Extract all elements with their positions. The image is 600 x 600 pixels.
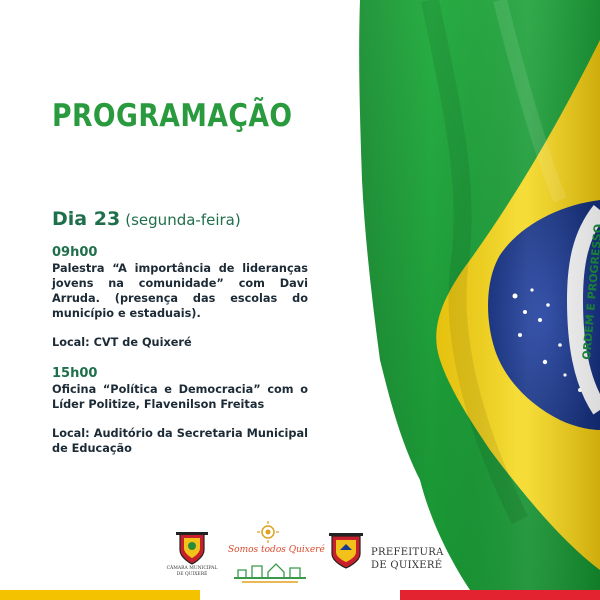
page-title: PROGRAMAÇÃO xyxy=(52,98,293,134)
day-weekday: (segunda-feira) xyxy=(125,211,241,229)
schedule xyxy=(52,245,308,456)
prefeitura-logo-line1: PREFEITURA xyxy=(371,547,444,558)
day-number: Dia 23 xyxy=(52,208,121,230)
event-time: 09h00 xyxy=(52,245,98,260)
prefeitura-crest-logo xyxy=(326,530,366,572)
prefeitura-logo-line2: DE QUIXERÉ xyxy=(371,560,443,571)
event-location: Local: Auditório da Secretaria Municipal de Educação xyxy=(52,427,308,455)
event-description: Palestra “A importância de lideranças jovens na comunidade” com Davi Arruda. (presença das escolas do município e estaduais). xyxy=(52,262,308,320)
sponsor-logos xyxy=(166,520,450,586)
day-heading xyxy=(52,208,241,230)
event-location: Local: CVT de Quixeré xyxy=(52,336,192,349)
event-time: 15h00 xyxy=(52,366,98,381)
camara-logo-text: CÂMARA MUNICIPAL DE QUIXERÉ xyxy=(166,566,218,577)
footer-bar-yellow xyxy=(0,590,200,600)
event-description: Oficina “Política e Democracia” com o Líder Politize, Flavenilson Freitas xyxy=(52,383,308,411)
campaign-sun-icon xyxy=(256,520,280,544)
camara-crest-logo xyxy=(172,530,212,566)
footer-bar-red xyxy=(400,590,600,600)
campaign-skyline-icon xyxy=(232,558,308,584)
campaign-logo-text: Somos todos Quixeré xyxy=(228,545,325,555)
